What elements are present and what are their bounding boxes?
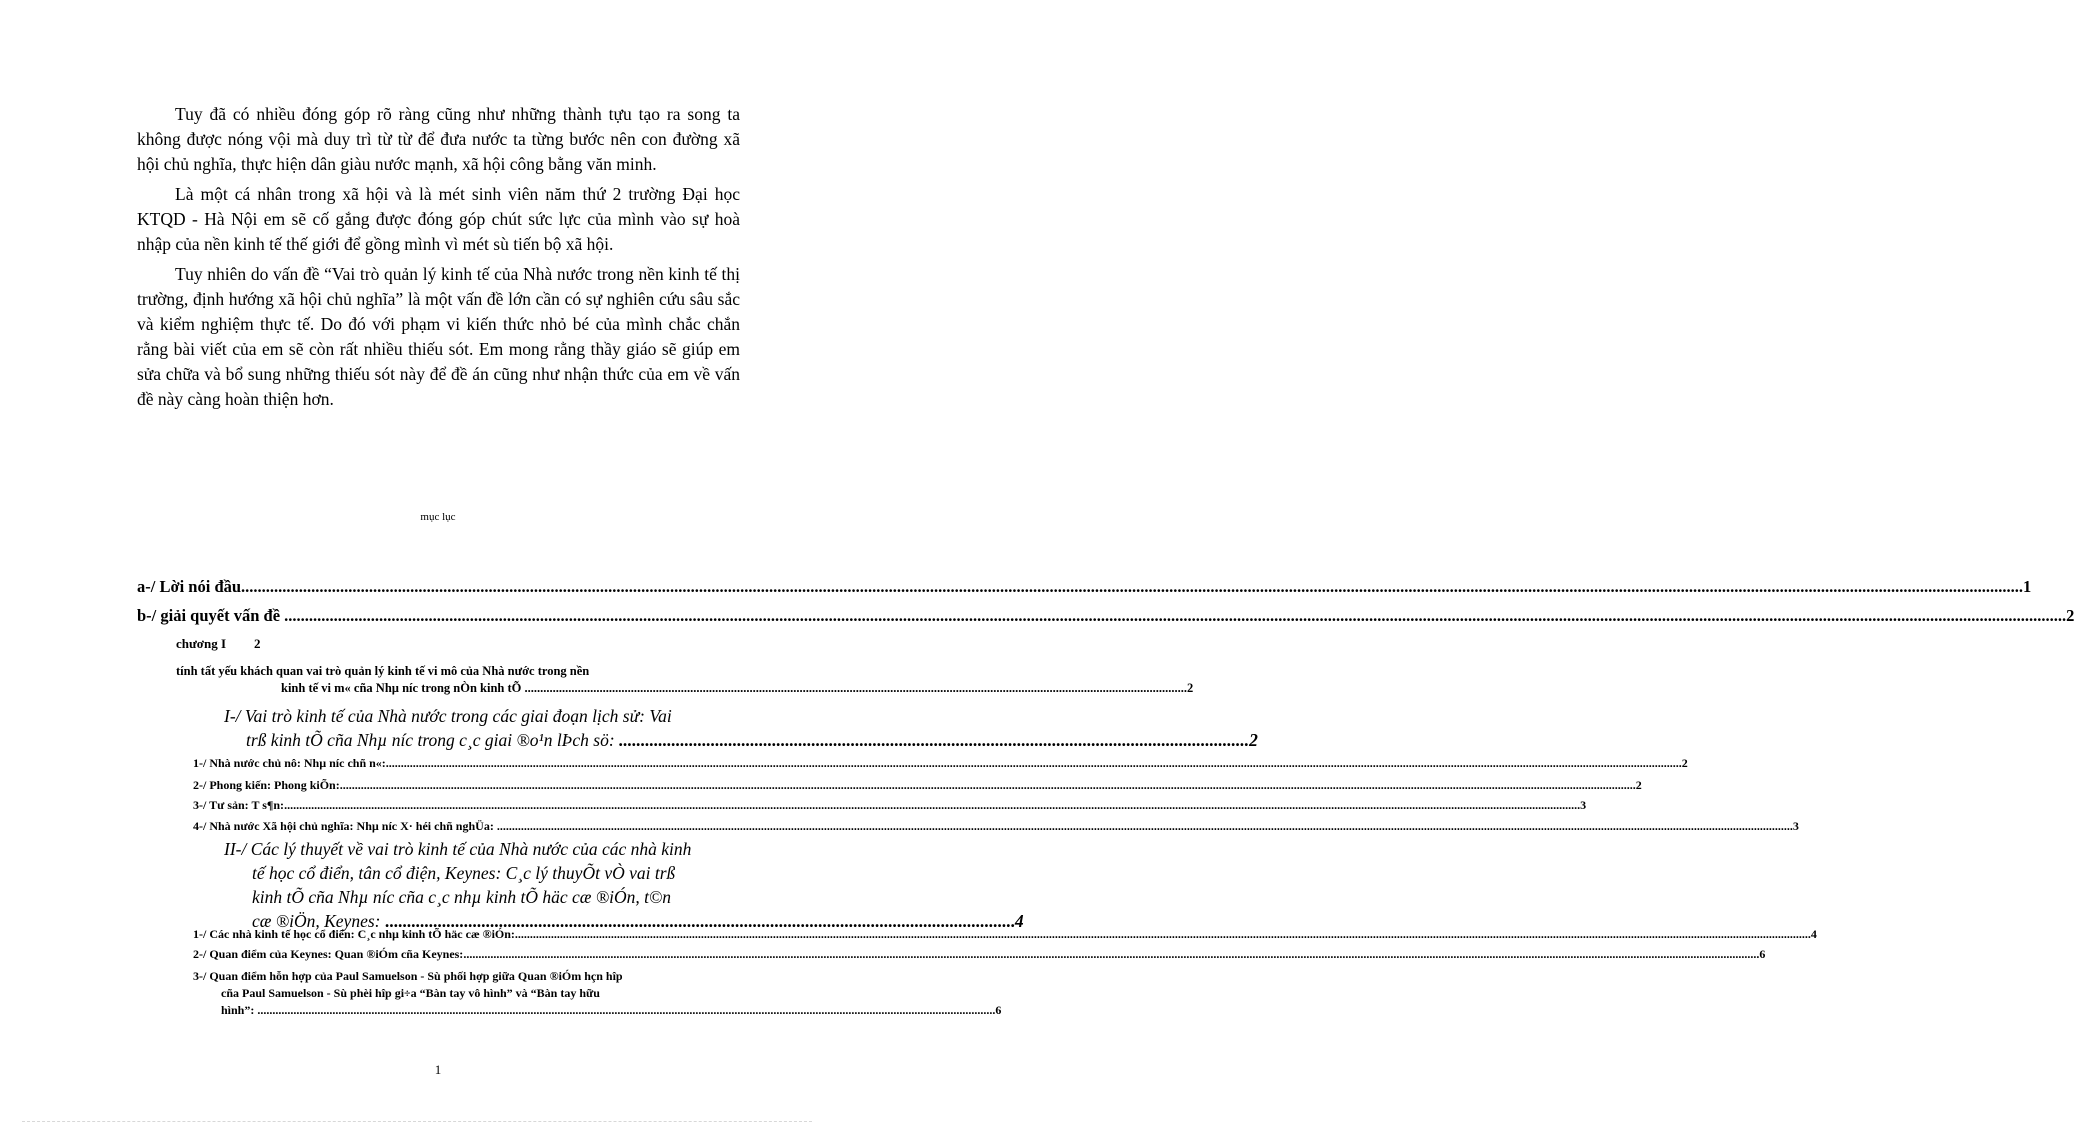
- item3-line2: cña Paul Samuelson - Sù phèi hîp gi÷a “Bàn tay vô hình” và “Bàn tay hữu: [221, 986, 600, 1000]
- toc-leader: [241, 577, 2023, 597]
- toc-page: 2: [1186, 681, 1194, 695]
- body-paragraph-2: Là một cá nhân trong xã hội và là mét sinh viên năm thứ 2 trường Đại học KTQD - Hà Nội em sẽ cố gắng được đóng góp chút sức lực của mình vào sự hoà nhập của nền kinh tế thế giới để gồng mình vì mét sù tiến bộ xã hội.: [137, 184, 740, 254]
- toc-item-2-2[interactable]: [193, 947, 1766, 962]
- toc-entry-label: b-/ giải quyết vấn đề: [137, 606, 285, 625]
- toc-leader: [515, 927, 1811, 942]
- body-paragraph-1: Tuy đã có nhiều đóng góp rõ ràng cũng như những thành tựu tạo ra song ta không được nóng vội mà duy trì từ từ để đưa nước ta từng bước nên con đường xã hội chủ nghĩa, thực hiện dân giàu nước mạnh, xã hội công bằng văn minh.: [137, 104, 740, 174]
- toc-item-2-3[interactable]: [193, 968, 1002, 1019]
- chapter-page: 2: [254, 636, 261, 651]
- toc-page: 2: [1249, 730, 1258, 750]
- toc-leader: [340, 778, 1636, 793]
- toc-leader: [524, 680, 1187, 697]
- toc-leader: ................................................................................................................................................: [619, 730, 1250, 750]
- toc-page: 2: [1635, 778, 1642, 792]
- toc-leader: [257, 1002, 995, 1019]
- item3-line1: 3-/ Quan điểm hỗn hợp của Paul Samuelson - Sù phối hợp giữa Quan ®iÓm hçn hîp: [193, 969, 623, 983]
- toc-entry-label: 1-/ Nhà nước chủ nô: Nhµ níc chñ n«:: [193, 756, 386, 770]
- chapter-title-line1: tính tất yếu khách quan vai trò quản lý kinh tế vi mô của Nhà nước trong nền: [176, 664, 590, 678]
- toc-item-1-1[interactable]: [193, 756, 1688, 771]
- page-number: 1: [434, 1062, 442, 1077]
- toc-item-1-4[interactable]: [193, 819, 1799, 834]
- toc-leader: [386, 756, 1682, 771]
- toc-item-2-1[interactable]: [193, 927, 1817, 942]
- toc-page: 2: [2066, 606, 2074, 625]
- section2-line4: cæ ®iÖn, Keynes:: [252, 911, 385, 931]
- toc-section-1[interactable]: [224, 704, 1258, 752]
- toc-page: 4: [1014, 911, 1024, 931]
- toc-entry-label: 4-/ Nhà nước Xã hội chủ nghĩa: Nhµ níc X· héi chñ nghÜa:: [193, 819, 497, 833]
- section1-line1: I-/ Vai trò kinh tế của Nhà nước trong các giai đoạn lịch sử: Vai: [224, 706, 672, 726]
- toc-entry-label: 2-/ Quan điểm của Keynes: Quan ®iÓm cña Keynes:: [193, 947, 464, 961]
- toc-page: 6: [995, 1003, 1002, 1017]
- toc-section-2[interactable]: [224, 837, 1024, 933]
- toc-chapter[interactable]: [176, 636, 261, 652]
- toc-leader: [284, 798, 1580, 813]
- toc-entry-label: 3-/ Tư sản: T s¶n:: [193, 798, 285, 812]
- item3-line3: hình”:: [221, 1003, 258, 1017]
- toc-leader: [497, 819, 1793, 834]
- toc-item-1-2[interactable]: [193, 778, 1642, 793]
- toc-entry-a[interactable]: [137, 577, 2032, 597]
- section2-line3: kinh tÕ cña Nhµ níc cña c¸c nhµ kinh tÕ häc cæ ®iÓn, t©n: [252, 887, 672, 907]
- page-bottom-rule: [22, 1121, 812, 1122]
- toc-page: 4: [1810, 927, 1817, 941]
- toc-page: 3: [1580, 798, 1587, 812]
- section2-line2: tế học cổ điển, tân cổ điện, Keynes: C¸c lý thuyÕt vÒ vai trß: [252, 863, 676, 883]
- toc-leader: ................................................................................................................................................: [384, 911, 1015, 931]
- toc-leader: [463, 947, 1759, 962]
- section2-line1: II-/ Các lý thuyết về vai trò kinh tế của Nhà nước của các nhà kinh: [224, 839, 692, 859]
- toc-leader: [284, 606, 2066, 626]
- chapter-title-line2: kinh tế vi m« cña Nhµ níc trong nÒn kinh tÕ: [281, 681, 525, 695]
- toc-item-1-3[interactable]: [193, 798, 1587, 813]
- section1-line2: trß kinh tÕ cña Nhµ níc trong c¸c giai ®o¹n lÞch sö:: [246, 730, 620, 750]
- toc-entry-label: 2-/ Phong kiến: Phong kiÕn:: [193, 778, 340, 792]
- toc-page: 6: [1759, 947, 1766, 961]
- chapter-label: chương I: [176, 636, 227, 651]
- toc-entry-label: 1-/ Các nhà kinh tế học cổ điển: C¸c nhµ kinh tÕ häc cæ ®iÓn:: [193, 927, 515, 941]
- toc-entry-label: a-/ Lời nói đầu: [137, 577, 242, 596]
- body-paragraph-3: Tuy nhiên do vấn đề “Vai trò quản lý kinh tế của Nhà nước trong nền kinh tế thị trường, định hướng xã hội chủ nghĩa” là một vấn đề lớn cần có sự nghiên cứu sâu sắc và kiểm nghiệm thực tế. Do đó với phạm vi kiến thức nhỏ bé của mình chắc chắn rằng bài viết của em sẽ còn rất nhiều thiếu sót. Em mong rằng thầy giáo sẽ giúp em sửa chữa và bổ sung những thiếu sót này để đề án cũng như nhận thức của em về vấn đề này càng hoàn thiện hơn.: [137, 264, 740, 409]
- toc-page: 1: [2023, 577, 2032, 596]
- toc-page: 3: [1792, 819, 1799, 833]
- toc-page: 2: [1681, 756, 1688, 770]
- toc-entry-b[interactable]: [137, 606, 2074, 626]
- toc-title: mục lục: [420, 511, 456, 523]
- toc-chapter-title[interactable]: [176, 663, 1194, 697]
